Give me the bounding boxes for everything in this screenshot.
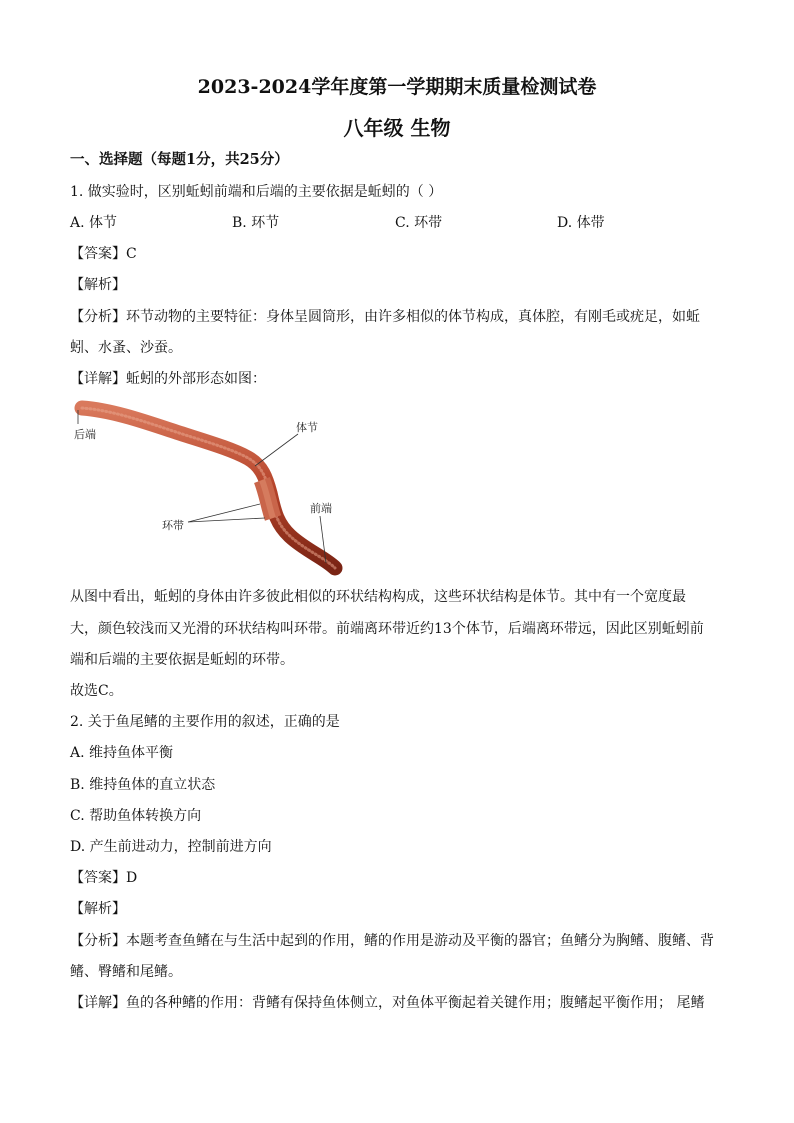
q1-detail-line1: 【详解】蚯蚓的外部形态如图：: [70, 371, 266, 387]
q1-analysis-tag: 【解析】: [70, 277, 126, 293]
q2-option-d: D. 产生前进动力，控制前进方向: [70, 839, 272, 855]
label-clitellum: 环带: [162, 519, 184, 532]
q1-option-d: D. 体带: [557, 215, 605, 231]
q1-option-c: C. 环带: [395, 215, 443, 231]
q1-fenxi-line2: 蚓、水蚤、沙蚕。: [70, 340, 182, 356]
q2-option-c: C. 帮助鱼体转换方向: [70, 808, 202, 824]
label-rear: 后端: [74, 428, 96, 441]
q1-option-b: B. 环节: [232, 215, 280, 231]
q2-fenxi-line1: 【分析】本题考查鱼鳍在与生活中起到的作用，鳍的作用是游动及平衡的器官；鱼鳍分为胸鳍、腹鳍、背: [70, 933, 714, 949]
q1-conclusion: 故选C。: [70, 683, 123, 699]
exam-title: 2023-2024学年度第一学期期末质量检测试卷: [197, 76, 597, 98]
earthworm-figure: [70, 398, 370, 578]
q1-stem: 1. 做实验时，区别蚯蚓前端和后端的主要依据是蚯蚓的（ ）: [70, 184, 443, 200]
q2-detail-line1: 【详解】鱼的各种鳍的作用：背鳍有保持鱼体侧立，对鱼体平衡起着关键作用；腹鳍起平衡作用； 尾鳍: [70, 995, 705, 1011]
q1-fenxi-line1: 【分析】环节动物的主要特征：身体呈圆筒形，由许多相似的体节构成，真体腔，有刚毛或疣足，如蚯: [70, 309, 700, 325]
q2-stem: 2. 关于鱼尾鳍的主要作用的叙述，正确的是: [70, 714, 340, 730]
q1-body-line1: 从图中看出，蚯蚓的身体由许多彼此相似的环状结构构成，这些环状结构是体节。其中有一个宽度最: [70, 589, 686, 605]
q2-analysis-tag: 【解析】: [70, 901, 126, 917]
q1-body-line2: 大，颜色较浅而又光滑的环状结构叫环带。前端离环带近约13个体节，后端离环带远，因此区别蚯蚓前: [70, 621, 704, 637]
section-heading: 一、选择题（每题1分，共25分）: [70, 151, 289, 168]
exam-subtitle: 八年级 生物: [343, 116, 451, 140]
q1-body-line3: 端和后端的主要依据是蚯蚓的环带。: [70, 652, 294, 668]
q1-answer: 【答案】C: [70, 246, 137, 262]
q2-option-b: B. 维持鱼体的直立状态: [70, 777, 216, 793]
q2-option-a: A. 维持鱼体平衡: [70, 745, 174, 761]
label-front: 前端: [310, 502, 332, 515]
q2-answer: 【答案】D: [70, 870, 138, 886]
q2-fenxi-line2: 鳍、臀鳍和尾鳍。: [70, 964, 182, 980]
q1-option-a: A. 体节: [70, 215, 118, 231]
label-segment: 体节: [296, 421, 318, 434]
